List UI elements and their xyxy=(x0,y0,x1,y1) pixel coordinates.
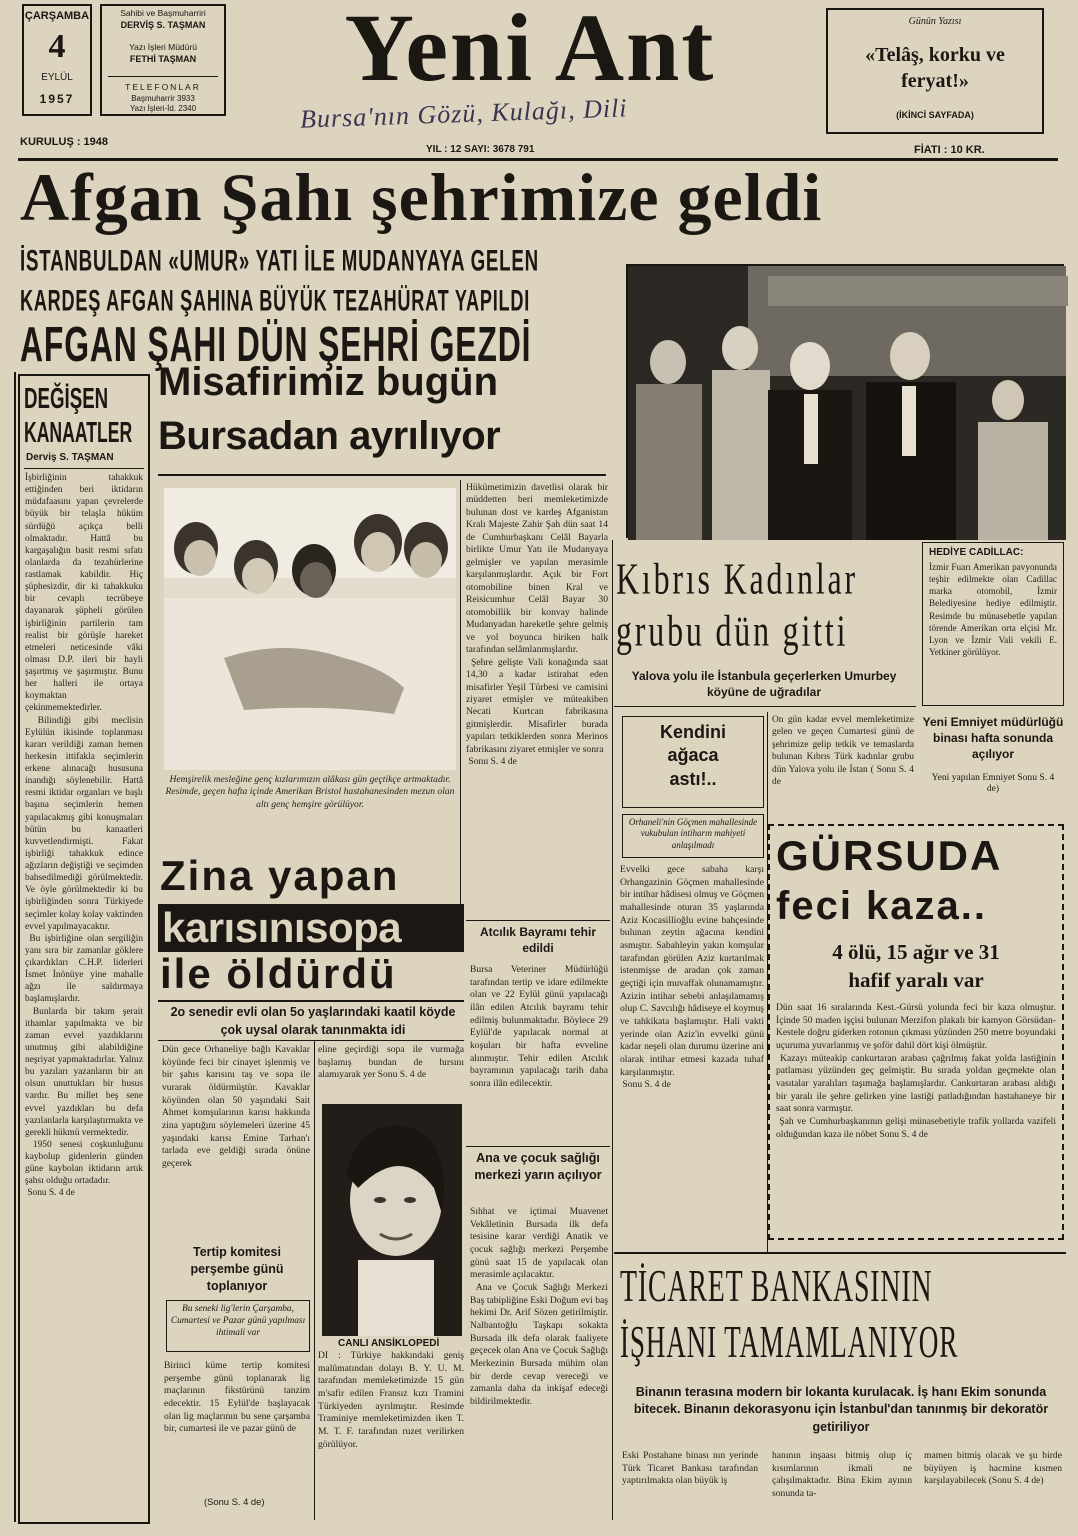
ticaret-title-1: TİCARET BANKASININ xyxy=(620,1262,933,1312)
kendini-boxed-text: Orhaneli'nin Göçmen mahallesinde vukubulan intiharın mahiyeti anlaşılmadı xyxy=(628,817,758,850)
gursu-box xyxy=(768,824,1064,1240)
column-title-1: DEĞİŞEN xyxy=(24,382,109,415)
handwritten-slogan: Bursa'nın Gözü, Kulağı, Dili xyxy=(299,93,628,134)
tertip-body: Birinci küme tertip komitesi perşembe günü toplanarak lig maçlarının fikstürünü tanzim edecektir. 15 Eylül'de başlayacak olan lig maçlarının bu sene çarşamba bir, cumartesi ile ve pazar günü de xyxy=(164,1360,313,1435)
gursu-subhead-1: 4 ölü, 15 ağır ve 31 xyxy=(832,940,1000,964)
phones-label: TELEFONLAR xyxy=(125,82,201,92)
kendini-boxed-summary xyxy=(622,814,764,858)
column-promo-title: «Telâş, korku ve feryat!» xyxy=(865,44,1005,92)
column-title-2: KANAATLER xyxy=(24,416,133,449)
emniyet-body: Yeni yapılan Emniyet Sonu S. 4 de) xyxy=(931,772,1057,794)
deck-line-1: İSTANBULDAN «UMUR» YATI İLE MUDANYAYA GELEN xyxy=(20,244,539,278)
emniyet-title: Yeni Emniyet müdürlüğü binası hafta sonunda açılıyor xyxy=(922,715,1064,762)
ana-cocuk-body: Sıhhat ve içtimai Muavenet Vekâletinin Bursada ilk defa tesisine karar verdiği Anatik ve çocuk sağlığı merkezi Perşembe günü saat 15 de yapılacak olan merasimle açılacaktır. Ana ve Çocuk Sağlığı Merkezi Baş tabipliğine Eski Doğum evi baş hekimi Dr. Arif Sözen getirilmiştir. Nalbantoğlu Taşkapı sokakta Bursada ilk defa olarak faaliyete geçecek olan Ana ve Çocuk Sağlığı Merkezinin Bursada mühim olan bir derde cevap vereceği ve zamanla daha da inkişaf edeceği bildirilmektedir. xyxy=(470,1206,609,1407)
main-headline: Afgan Şahı şehrimize geldi xyxy=(20,159,823,235)
zina-body-1: Dün gece Orhaneliye bağlı Kavaklar köyünde feci bir cinayet işlenmiş ve bir şahıs karısını taş ve sopa ile vurarak öldürmüştür. Kavaklar köyünden olan 50 yaşındaki Sait Ahmet komşularının karısı hakkında zina yaptığını söylemeleri üzerine 45 yaşındaki karısı Emine Tarhan'ı tarlada eve geldiği sırada önüne geçerek xyxy=(162,1044,313,1169)
afghan-shah-photo-image xyxy=(628,266,1066,540)
owner-name: DERVİŞ S. TAŞMAN xyxy=(120,20,206,30)
ticaret-subhead: Binanın terasına modern bir lokanta kurulacak. İş hanı Ekim sonunda bitecek. Binanın dekorasyonu için İstanbul'dan tanınmış bir dekoratör getiriliyor xyxy=(633,1385,1049,1434)
ansiklopedi-body: DI : Türkiye hakkındaki geniş malûmatından dolayı B. Y. U. M. tarafından memleketimizde 15 gün m'safir edilen Fransız kızı Tramini Türkiyeden ayrılmıştır. Resimde Traminiye memleketimizden iken T. M. T. F. tarafından ruzet verilirken görülüyor. xyxy=(318,1350,467,1450)
zina-body-2: eline geçirdiği sopa ile vurmağa başlamış bundan de hırsını alamıyarak yer Sonu S. 4 de xyxy=(318,1044,467,1081)
ana-cocuk-title: Ana ve çocuk sağlığı merkezi yarın açılıyor xyxy=(474,1151,602,1182)
cadillac-box xyxy=(922,542,1064,706)
tertip-boxed-text: Bu seneki lig'lerin Çarşamba, Cumartesi ve Pazar günü yapılması ihtimali var xyxy=(170,1304,306,1339)
cadillac-body: İzmir Fuarı Amerikan pavyonunda teşhir edilmekte olan Cadillac marka otomobil, İzmir Belediyesine hediye edilmiştir. Resimde bu münasebetle yapılan törende Amerikan orta elçisi Mr. Lyon ve İzmir Vali vekili E. Yetkiner görülüyor. xyxy=(929,562,1060,657)
column-box xyxy=(18,374,150,1524)
gursu-subhead-2: hafif yaralı var xyxy=(848,968,984,992)
founded: KURULUŞ : 1948 xyxy=(20,136,109,148)
tertip-title: Tertip komitesi perşembe günü toplanıyor xyxy=(190,1245,284,1293)
kibris-title-1: Kıbrıs Kadınlar xyxy=(616,556,859,605)
portrait-photo-image xyxy=(322,1104,462,1336)
issue-number: YIL : 12 SAYI: 3678 791 xyxy=(426,144,535,155)
tertip-more: (Sonu S. 4 de) xyxy=(204,1496,265,1507)
kibris-body: On gün kadar evvel memleketimize gelen ve geçen Cumartesi günü de şehrimize gelip tetkik ve temaslarda bulunan Kıbrıs Türk kadınlar grubu dün Yalova yolu ile İstan ( Sonu S. 4 de xyxy=(772,715,917,788)
column-promo-box xyxy=(826,8,1044,134)
kendini-title: Kendini ağaca astı!.. xyxy=(660,722,726,789)
ticaret-col-3: mamen bitmiş olacak ve şu birde büyüyen iş hacmine kısmen karşılayabilecek (Sonu S. 4 de) xyxy=(924,1450,1065,1487)
shah-subhead-2: Bursadan ayrılıyor xyxy=(158,414,501,458)
gursu-title-2: feci kaza.. xyxy=(776,884,988,928)
phone-2: Yazı İşleri-İd. 2340 xyxy=(129,104,197,113)
zina-title-2: karısınısopa xyxy=(158,904,464,952)
gursu-body: Dün saat 16 sıralarında Kest.-Gürsü yolunda feci bir kaza olmuştur. İçinde 50 maden işçisi bulunan Merzifon plakalı bir kamyon Görsüdan-Kestele doğru giderken rotonun çıkması yüzünden 250 metre boyundaki uçuruma yuvarlanmış ve şoför dahil dört kişi ölmüştür. Kazayı müteakip cankurtaran arabası çağrılmış fakat yolda lastiğinin patlaması yüzünden geç gelmiştir. Bu sırada yoldan geçmekte olan vasıtalar yaralıları taşımağa başlamışlardır. Cankurtaran arabası aldığı bir yaralı ile şehre gelirken yine lastiği patladığından hastahaneye bir saat sonra varmıştır. Şah ve Cumhurbaşkanının gelişi münasebetiyle trafik yollarda vazifeli olduğundan kaza ile nöbet Sonu S. 4 de xyxy=(776,1002,1056,1140)
atcilik-title: Atcılık Bayramı tehir edildi xyxy=(479,925,597,956)
ticaret-title-2: İŞHANI TAMAMLANIYOR xyxy=(620,1318,959,1368)
gursu-title-1: GÜRSUDA xyxy=(776,832,1003,879)
cadillac-title: HEDİYE CADİLLAC: xyxy=(929,547,1024,558)
tertip-boxed-summary xyxy=(166,1300,310,1352)
kibris-title-2: grubu dün gitti xyxy=(616,608,849,657)
afghan-shah-photo xyxy=(626,264,1064,538)
kibris-subhead: Yalova yolu ile İstanbula geçerlerken Umurbey köyüne de uğradılar xyxy=(631,669,897,700)
atcilik-body: Bursa Veteriner Müdürlüğü tarafından tertip ve idare edilmekte olan ve 22 Eylül günü yapılacağı ilân edilen Atcılık bayramı tehir edilmiş bulunmaktadır. Böylece 29 Eylül'de yapılacak normal at koşuları bir hafta evveline alınmıştır. Tehir edilen Atcılık bayramının yapılacağı tarih daha sonra ilân edilecektir. xyxy=(470,964,611,1089)
staff-box xyxy=(100,4,226,116)
portrait-photo xyxy=(322,1104,462,1336)
kendini-body: Evvelki gece sabaha karşı Orhangazinin Göçmen mahallesinde bir intihar hâdisesi olmuş ve Göçmen mahallesinde oturan 35 yaşlarında Aziz Kocasillioğlu evine bahçesinde bulunan zeytin ağacına kendini asmıştır. Sabahleyin yakın komşular tarafından görülen Aziz kurtarılmak istenmişse de aradan çok zaman geçtiği için muvaffak olunamamıştır. Azizin intihar sebebi anlaşılamamış olup C. Savcılığı hâdiseye el koymuş ve tahkikata başlamıştır. Hali vakti yerinde olan Aziz'in evvelki günü kadar neşeli olan durumu üzerine ani olarak intihar etmesi kazada tuhaf karşılanmıştır. Sonu S. 4 de xyxy=(620,864,764,1091)
date-box xyxy=(22,4,92,116)
column-promo-label: Günün Yazısı xyxy=(908,16,962,27)
column-author: Derviş S. TAŞMAN xyxy=(26,452,114,463)
month: EYLÜL xyxy=(41,72,73,83)
zina-title-1: Zina yapan xyxy=(160,852,400,899)
nurses-caption: Hemşirelik mesleğine genç kızlarımızın alâkası gün geçtikçe artmaktadır. Resimde, geçen hafta içinde Amerikan Bristol hastahanesinden mezun olan altı genç hemşire görülüyor. xyxy=(165,774,457,810)
editor-name: FETHİ TAŞMAN xyxy=(129,54,197,64)
nurses-photo xyxy=(164,488,456,770)
column-promo-ref: (İKİNCİ SAYFADA) xyxy=(896,110,974,120)
column-left-rule xyxy=(14,372,16,1522)
year: 1957 xyxy=(39,92,75,106)
kendini-title-box xyxy=(622,716,764,808)
day: 4 xyxy=(48,28,66,65)
deck-line-3: AFGAN ŞAHI DÜN ŞEHRİ GEZDİ xyxy=(20,318,532,373)
shah-subhead-1: Misafirimiz bugün xyxy=(158,360,498,404)
weekday: ÇARŞAMBA xyxy=(24,10,90,22)
ticaret-col-1: Eski Postahane binası nın yerinde Türk Ticaret Bankası tarafından yaptırılmakta olan büyük iş xyxy=(622,1450,761,1487)
price: FİATI : 10 KR. xyxy=(914,144,985,156)
editor-label: Yazı İşleri Müdürü xyxy=(129,42,197,52)
zina-title-3: ile öldürdü xyxy=(160,950,397,997)
phone-1: Başmuharrir 3933 xyxy=(131,94,195,103)
column-body: İşbirliğinin tahakkuk ettiğinden beri iktidarın müdafaasını yapan çevrelerde büyük bir telaşla hüküm sürdüğü açıkça belli olmaktadır. Hattâ bu kargaşalığın basit resmi sıfatı olanlarda da tezahürlerine rastlamak kabildir. Hiç şüphesizdir, dir ki tahakkuku bir cevaplı tecrübeye dayanarak şüpheli görülen işbirliğinin partilerin tam realist bir görüşle hareket etmeleri neticesinde vâki olması D.P. ileri bir hayli şaşırtmış ve şaşırmıştır. Bunu her halleri ile ortaya koymaktan çekinmemektedirler. Bilindiği gibi meclisin Eylülün ikisinde toplanması kararı verildiği zaman hemen herkesin ittifakla seçimlerin erkene alınacağı hususuna inandığı söylenebilir. Hattâ resmi iktidar organları ve başlı başına seçimlerin hemen yapılacakmış gibi konuşmaları bütün bu kanaatleri kuvvetlendirmişti. Fakat işbirliği tahakkuk edince ağızların değiştiği ve seçimden bahsedilmediği görülmektedir. Ve öyle görülmektedir ki bu işbirliğinden sonra Türkiyede seçimler kolay kolay vaktinden evvel yapılmayacaktır. Bu işbirliğine olan sergiliğin yanı sıra bir zamanlar göklere çıkardıkları C.H.P. liderleri İsmet İnönüye yine mahalle ağzı ile saldırmaya başlamışlardır. Bunlarda bir takım şerait ithamlar yapılmakta ve bir zaman evvel yazdıklarını unutmuş gibi alabildiğine neşriyat yapmaktadırlar. Yalnız bu yazıları yazanların bir an olsun unuttukları bir husus vardır. Bu millet beş sene evvel yazdıkları bu defa yazılanlarla karşılaştırmakta ve gerekli hükmü vermektedir. 1950 senesi coşkunluğunu kaybolup gidenlerin günden güne kaybolan iktidarın artık şahsı olduğu ortadadır. Sonu S. 4 de xyxy=(25,473,144,1199)
deck-line-2: KARDEŞ AFGAN ŞAHINA BÜYÜK TEZAHÜRAT YAPILDI xyxy=(20,284,530,318)
owner-label: Sahibi ve Başmuharriri xyxy=(120,8,206,18)
nurses-photo-image xyxy=(164,488,456,770)
ansiklopedi-caption-title: CANLI ANSİKLOPEDİ xyxy=(338,1338,440,1349)
newspaper-title: Yeni Ant xyxy=(344,0,716,101)
shah-article-body: Hükümetimizin davetlisi olarak bir müddetten beri memleketimizde bulunan dost ve kardeş Afganistan Kralı Majeste Zahir Şah dün saat 14 de Cumhurbaşkanı Celâl Bayarla birlikte Umur Yatı ile Mudanyaya gelmişler ve yapılan merasimle karşılanmışlardır. Açık bir Fort otomobiline binen Kral ve Reisicumhur Celâl Bayar 30 otomobillik bir konvay halinde Mudanyadan hareketle şehre gelmiş ve yol boyunca biriken halk tarafından selâmlanmışlardır. Şehre gelişte Vali konağında saat 14,30 a kadar istirahat eden misafirler Yeşil Türbesi ve camisini ziyaret etmişler ve müteakiben Necati Kurtcan fabrikasına gitmişlerdir. Misafirler burada yapıları tetkiklerden sonra Merinos fabrikasını ziyaret etmişler ve sonra Sonu S. 4 de xyxy=(466,482,609,768)
zina-subhead: 2o senedir evli olan 5o yaşlarındaki kaatil köyde çok uysal olarak tanınmakta idi xyxy=(170,1005,456,1037)
ticaret-col-2: hanının inşaası bitmiş olup iç kısımlarının ikmali ne çalışılmaktadır. Bina Ekim ayının sonunda ta- xyxy=(772,1450,915,1499)
